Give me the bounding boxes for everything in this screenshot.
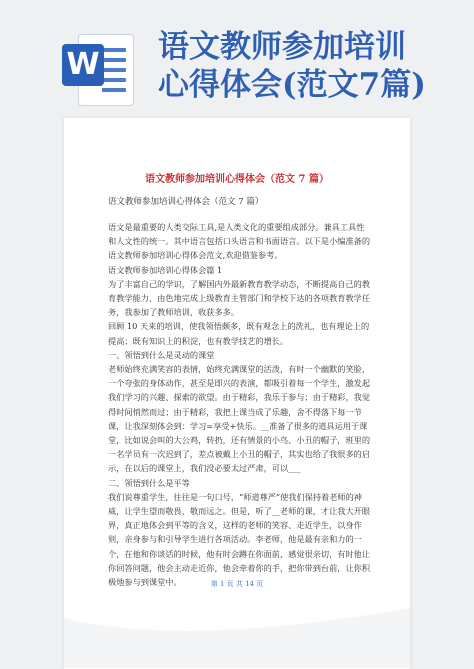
paragraph: 语文是最重要的人类交际工具,是人类文化的重要组成部分。兼具工具性和人文性的统一。其中语言包括口头语言和书面语言。以下是小编准备的语文教师参加培训心得体会范文,欢迎借鉴参考。 (108, 222, 371, 261)
word-icon-letter: W (62, 44, 104, 86)
word-icon-line (102, 78, 126, 82)
paragraph: 老师始终充满笑容的表情，始终充满课堂的活泼，有时一个幽默的笑脸，一个夸张的身体动作，甚至是即兴的表演，都吸引着每一个学生，激发起我们学习的兴趣、探索的欲望。由于精彩，我乐于参与；由于精彩，我觉得时间悄然而过；由于精彩，我把上课当成了乐趣，舍不得落下每一节课，让我深刻体会到：学习=享受+快乐。__准备了很多的道具运用于课堂，比如说会叫的大公鸡，转扔，还有情景的小鸟、小丑的帽子，班里的一名学员有一次迟到了，差点被戴上小丑的帽子，其实也给了我很多的启示，在以后的课堂上，我们没必要太过严肃，可以___ (108, 364, 371, 474)
document-heading: 语文教师参加培训心得体会（范文 7 篇） (145, 174, 329, 185)
word-icon-line (102, 58, 126, 62)
word-icon-line (102, 68, 126, 72)
page-curl-shadow (64, 608, 410, 668)
paragraph: 回顾 10 天来的培训，使我领悟颇多，既有观念上的洗礼，也有理论上的提高；既有知识上的积淀，也有教学技艺的增长。 (108, 321, 370, 346)
document-body (108, 220, 372, 589)
page-number: 第 1 页 共 14 页 (210, 580, 264, 588)
word-icon-line (102, 88, 126, 92)
document-subtitle: 语文教师参加培训心得体会（范文 7 篇） (108, 197, 264, 207)
word-document-icon (62, 28, 134, 108)
paragraph: 为了丰富自己的学识，了解国内外最新教育教学动态，不断提高自己的教育教学能力，由色地完成上级教育主管部门和学校下达的各项教育教学任务，我参加了教师培训，收获多多。 (108, 278, 371, 318)
section-heading: 二、领悟到什么是平等 (108, 477, 190, 488)
banner-title-line-2: 心得体会(范文7篇) (158, 67, 426, 103)
banner-title-line-1: 语文教师参加培训 (158, 29, 406, 65)
document-preview-banner (0, 0, 474, 118)
page-curl-decoration (64, 588, 410, 668)
paragraph: 我们说尊重学生，往往是一句口号，“师道尊严”使我们保持着老师的神威，让学生望而敬畏，敬而远之。但是，听了__老师的课，才让我大开眼界，真正地体会到平等的含义，这样的老师的笑容、走近学生，以身作则，亲身参与和引导学生进行各项活动。李老师，他是最有亲和力的一个，在他和你谈话的时候，他有时会蹲在你面前，感觉很亲切，有时他让你回答问题，他会主动走近你，他会牵着你的手，把你带到台前，让你积极地参与到课堂中。 (108, 491, 371, 588)
word-icon-line (102, 48, 126, 52)
paragraph: 语文教师参加培训心得体会篇 1 (108, 264, 223, 275)
banner-title (158, 28, 458, 104)
section-heading: 一、领悟到什么是灵动的课堂 (108, 349, 215, 360)
document-page (64, 118, 410, 669)
